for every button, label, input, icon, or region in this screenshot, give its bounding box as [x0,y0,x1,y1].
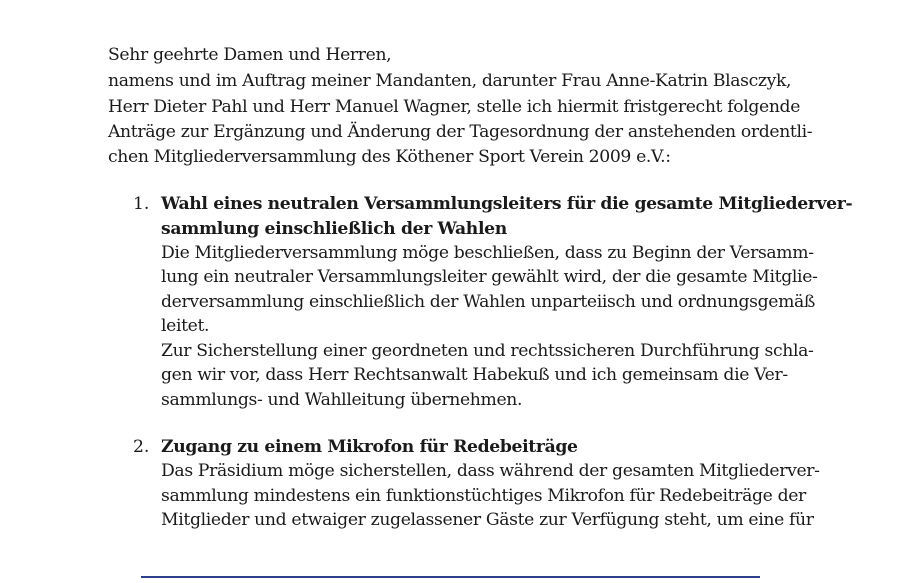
list-item-body: Zur Sicherstellung einer geordneten und rechtssicheren Durchführung schla- [161,341,814,361]
intro-line: chen Mitgliederversammlung des Köthener Sport Verein 2009 e.V.: [108,147,671,167]
list-item-body: leitet. [161,316,210,336]
list-item-body: derversammlung einschließlich der Wahlen unparteiisch und ordnungsgemäß [161,292,816,312]
list-item-body: Die Mitgliederversammlung möge beschließen, dass zu Beginn der Versamm- [161,243,814,263]
intro-line: namens und im Auftrag meiner Mandanten, darunter Frau Anne-Katrin Blasczyk, [108,71,792,91]
footer-divider [141,576,760,578]
list-item-title: Wahl eines neutralen Versammlungsleiters für die gesamte Mitgliederver- [161,194,853,214]
intro-line: Herr Dieter Pahl und Herr Manuel Wagner, stelle ich hiermit fristgerecht folgende [108,97,801,117]
list-item-body: Mitglieder und etwaiger zugelassener Gäste zur Verfügung steht, um eine für [161,510,814,530]
list-item-number: 1. [133,194,150,214]
list-item-body: gen wir vor, dass Herr Rechtsanwalt Habekuß und ich gemeinsam die Ver- [161,365,788,385]
list-item-body: sammlungs- und Wahlleitung übernehmen. [161,390,523,410]
list-item-title: sammlung einschließlich der Wahlen [161,219,507,239]
list-item-title: Zugang zu einem Mikrofon für Redebeiträge [161,437,578,457]
list-item-body: Das Präsidium möge sicherstellen, dass während der gesamten Mitgliederver- [161,461,820,481]
list-item-body: lung ein neutraler Versammlungsleiter gewählt wird, der die gesamte Mitglie- [161,267,818,287]
list-item-number: 2. [133,437,150,457]
list-item-body: sammlung mindestens ein funktionstüchtiges Mikrofon für Redebeiträge der [161,486,806,506]
salutation: Sehr geehrte Damen und Herren, [108,45,392,65]
intro-line: Anträge zur Ergänzung und Änderung der Tagesordnung der anstehenden ordentli- [108,122,813,142]
